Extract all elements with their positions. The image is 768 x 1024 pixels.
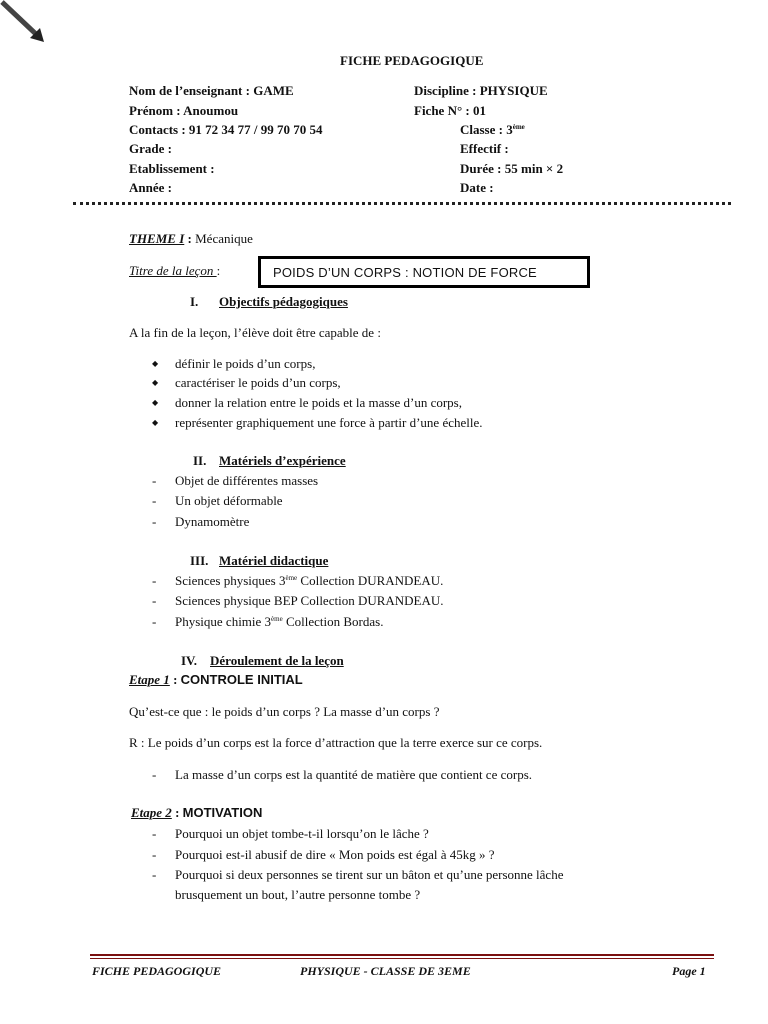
step-2-item: Pourquoi un objet tombe-t-il lorsqu’on le lâche ?: [175, 826, 429, 841]
date: Date :: [460, 180, 494, 195]
section-2-heading: Matériels d’expérience: [219, 453, 346, 468]
page-number: Page 1: [672, 964, 706, 978]
objectives-intro: A la fin de la leçon, l’élève doit être capable de :: [129, 325, 381, 340]
dash-marker: -: [152, 514, 157, 529]
document-title: FICHE PEDAGOGIQUE: [340, 53, 484, 68]
teacher-grade: Grade :: [129, 141, 172, 156]
section-4-heading: Déroulement de la leçon: [210, 653, 344, 668]
dash-marker: -: [152, 573, 157, 588]
teacher-name: Nom de l’enseignant : GAME: [129, 83, 294, 98]
didactic-item: Sciences physiques 3ème Collection DURANDEAU.: [175, 573, 444, 588]
objective-item: représenter graphiquement une force à partir d’une échelle.: [175, 415, 483, 430]
bullet-icon: ◆: [152, 418, 159, 427]
theme-line: THEME I : Mécanique: [129, 231, 253, 246]
section-3-heading: Matériel didactique: [219, 553, 329, 568]
step-1-question: Qu’est-ce que : le poids d’un corps ? La masse d’un corps ?: [129, 704, 440, 719]
dash-marker: -: [152, 847, 157, 862]
section-3-number: III.: [190, 553, 209, 568]
step-2-item-continued: brusquement un bout, l’autre personne tombe ?: [175, 887, 421, 902]
lesson-title-box: POIDS D’UN CORPS : NOTION DE FORCE: [258, 256, 590, 288]
step-1-heading: Etape 1 : CONTROLE INITIAL: [129, 672, 303, 687]
fiche-number: Fiche N° : 01: [414, 103, 486, 118]
objective-item: caractériser le poids d’un corps,: [175, 375, 341, 390]
dash-marker: -: [152, 473, 157, 488]
dash-marker: -: [152, 614, 157, 629]
bullet-icon: ◆: [152, 398, 159, 407]
dash-marker: -: [152, 867, 157, 882]
header-divider: [73, 202, 731, 205]
section-4-number: IV.: [181, 653, 198, 668]
didactic-item: Sciences physique BEP Collection DURANDEAU.: [175, 593, 444, 608]
step-2-item: Pourquoi si deux personnes se tirent sur un bâton et qu’une personne lâche: [175, 867, 564, 882]
step-2-heading: Etape 2 : MOTIVATION: [131, 805, 263, 820]
step-2-item: Pourquoi est-il abusif de dire « Mon poids est égal à 45kg » ?: [175, 847, 495, 862]
section-2-number: II.: [193, 453, 207, 468]
headcount: Effectif :: [460, 141, 509, 156]
objective-item: définir le poids d’un corps,: [175, 356, 316, 371]
teacher-contacts: Contacts : 91 72 34 77 / 99 70 70 54: [129, 122, 323, 137]
material-item: Objet de différentes masses: [175, 473, 319, 488]
step-1-item: La masse d’un corps est la quantité de matière que contient ce corps.: [175, 767, 533, 782]
dash-marker: -: [152, 767, 157, 782]
duration: Durée : 55 min × 2: [460, 161, 564, 176]
footer-rule: [90, 954, 714, 956]
material-item: Un objet déformable: [175, 493, 283, 508]
lesson-title-label: Titre de la leçon :: [129, 263, 221, 278]
year: Année :: [129, 180, 172, 195]
bullet-icon: ◆: [152, 359, 159, 368]
footer-rule-thin: [90, 958, 714, 959]
bullet-icon: ◆: [152, 378, 159, 387]
footer-middle: PHYSIQUE - CLASSE DE 3EME: [300, 964, 471, 978]
section-1-number: I.: [190, 294, 199, 309]
school: Etablissement :: [129, 161, 215, 176]
section-1-heading: Objectifs pédagogiques: [219, 294, 348, 309]
arrow-cursor-icon: [0, 0, 52, 48]
objective-item: donner la relation entre le poids et la masse d’un corps,: [175, 395, 462, 410]
dash-marker: -: [152, 493, 157, 508]
teacher-firstname: Prénom : Anoumou: [129, 103, 239, 118]
material-item: Dynamomètre: [175, 514, 250, 529]
dash-marker: -: [152, 593, 157, 608]
class: Classe : 3ème: [460, 122, 525, 137]
dash-marker: -: [152, 826, 157, 841]
footer-left: FICHE PEDAGOGIQUE: [92, 964, 222, 978]
discipline: Discipline : PHYSIQUE: [414, 83, 548, 98]
didactic-item: Physique chimie 3ème Collection Bordas.: [175, 614, 384, 629]
step-1-answer: R : Le poids d’un corps est la force d’attraction que la terre exerce sur ce corps.: [129, 735, 543, 750]
